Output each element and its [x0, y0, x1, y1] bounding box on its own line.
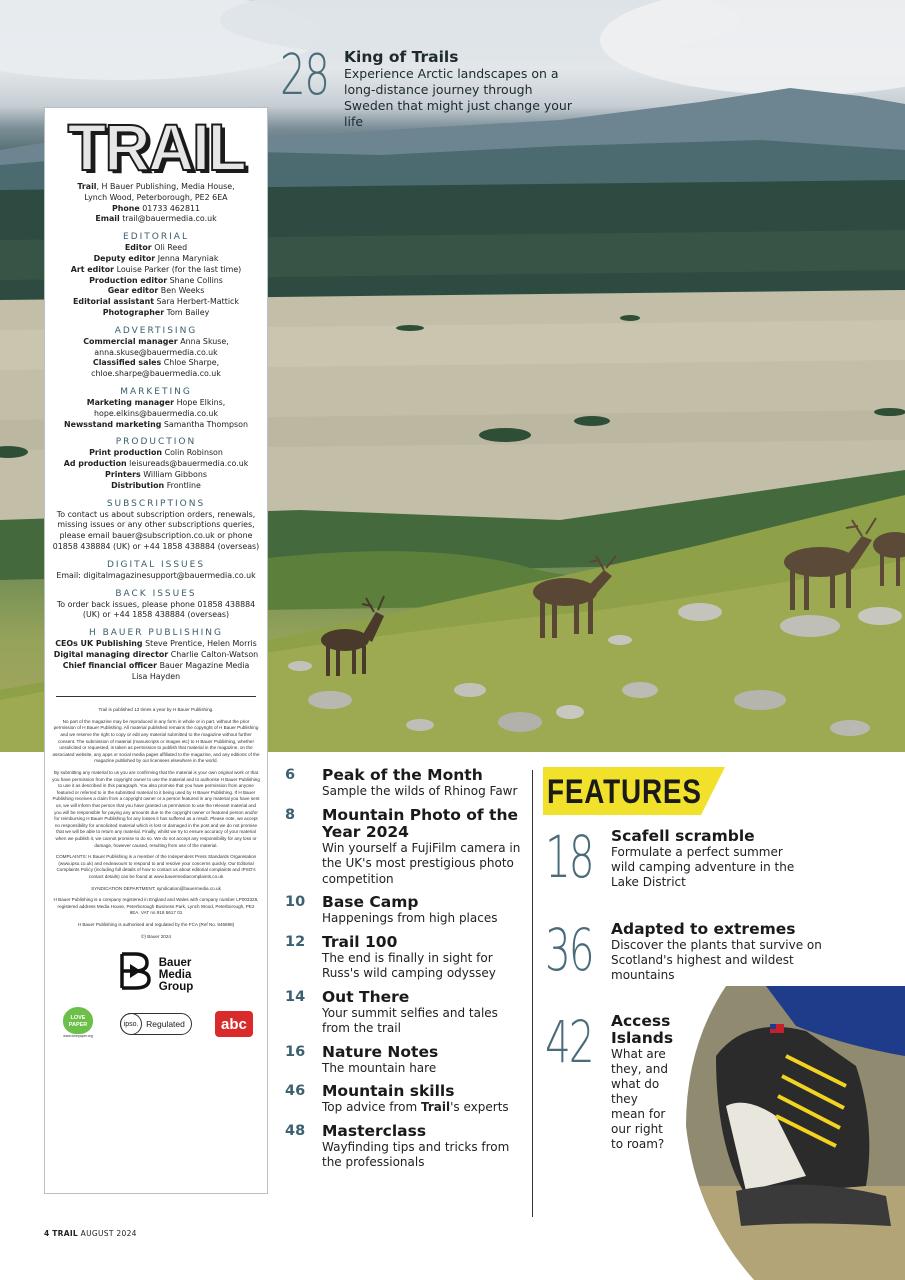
masthead-credit-line: Marketing manager Hope Elkins,	[86, 397, 226, 407]
masthead-divider	[56, 696, 256, 697]
masthead-heading-back-issues: BACK ISSUES	[115, 588, 197, 599]
contents-item[interactable]	[285, 807, 525, 888]
hero-page-number: 28	[280, 43, 329, 108]
masthead-credit-line: Newsstand marketing Samantha Thompson	[64, 419, 248, 429]
trail-logo-text: TRAIL	[67, 110, 245, 184]
masthead-credit-line: Deputy editor Jenna Maryniak	[93, 253, 219, 263]
contents-item[interactable]	[285, 989, 525, 1037]
masthead-credit-line: Distribution Frontline	[111, 480, 201, 490]
contents-item[interactable]	[285, 1083, 525, 1116]
badge-row	[49, 997, 263, 1041]
masthead-credit-line: To order back issues, please phone 01858 438884	[56, 599, 256, 609]
contents-page-number: 46	[285, 1083, 306, 1099]
contents-description: Wayfinding tips and tricks from the professionals	[322, 1139, 510, 1169]
masthead-credit-line: Lisa Hayden	[131, 671, 181, 681]
masthead-heading-marketing: MARKETING	[120, 386, 192, 397]
contents-list	[285, 767, 525, 1178]
masthead-credit-line: Chief financial officer Bauer Magazine Media	[62, 660, 250, 670]
masthead-sections	[49, 232, 263, 682]
legal-paragraph: SYNDICATION DEPARTMENT: syndication@bauermedia.co.uk	[91, 885, 221, 891]
contents-item[interactable]	[285, 1123, 525, 1171]
feature-item-access-islands[interactable]: 42 Access Islands What are they, and what do they mean for our right to roam?	[545, 1008, 674, 1151]
hero-title[interactable]: King of Trails	[344, 48, 459, 66]
contents-item[interactable]	[285, 894, 525, 927]
contents-title: Nature Notes	[322, 1042, 439, 1061]
contents-page-number: 10	[285, 894, 306, 910]
masthead-credit-line: Production editor Shane Collins	[89, 275, 223, 285]
masthead-email-link[interactable]: trail@bauermedia.co.uk	[122, 214, 217, 224]
masthead-credit-line: To contact us about subscription orders, renewals,	[56, 509, 256, 519]
masthead-credit-line: Digital managing director Charlie Calton-Watson	[53, 649, 259, 659]
masthead-address: Trail, H Bauer Publishing, Media House, Lynch Wood, Peterborough, PE2 6EA Phone 01733 462811 Email trail@bauermedia.co.uk	[77, 182, 235, 224]
feature-item-scafell[interactable]: 18 Scafell scramble Formulate a perfect summer wild camping adventure in the Lake District	[545, 823, 795, 891]
masthead-heading-digital-issues: DIGITAL ISSUES	[106, 559, 206, 570]
features-banner	[543, 767, 725, 815]
contents-description: Sample the wilds of Rhinog Fawr	[322, 784, 518, 798]
contents-description: The mountain hare	[322, 1060, 437, 1075]
footer-page-number: 4	[44, 1229, 50, 1238]
contents-page-number: 6	[285, 767, 296, 783]
contents-title: Mountain skills	[322, 1082, 455, 1100]
legal-paragraph: Trail is published 13 times a year by H Bauer Publishing.	[98, 707, 214, 713]
feature-item-adapted[interactable]: 36 Adapted to extremes Discover the plants that survive on Scotland's highest and wildest mountains	[545, 916, 822, 984]
contents-page-number: 8	[285, 806, 296, 823]
legal-text	[49, 707, 263, 940]
masthead-heading-editorial: EDITORIAL	[123, 232, 189, 243]
bauer-b-icon	[119, 952, 151, 997]
bauer-media-group-logo: Bauer Media Group	[49, 952, 263, 997]
legal-paragraph: No part of the magazine may be reproduced in any form in whole or in part, without the prior permission of H Bauer Publishing. All material published remains the copyright of H Bauer Publishing and we reserve the right to copy or edit any material submitted to the magazine without further consent. The submission of material (manuscripts or images etc) to H Bauer Publishing, whether unsolicited or requested, is taken as permission to publish that material in the magazine, on the associated website, any apps or social media pages affiliated to the magazine, and any editions of the magazine published by our licensees elsewhere in the world.	[52, 718, 260, 764]
masthead-credit-line: CEOs UK Publishing Steve Prentice, Helen Morris	[55, 639, 257, 649]
masthead-credit-line: anna.skuse@bauermedia.co.uk	[94, 347, 218, 357]
contents-title: Base Camp	[322, 893, 419, 911]
masthead-heading-h-bauer-publishing: H BAUER PUBLISHING	[88, 628, 224, 639]
love-paper-badge: LOVE PAPER www.lovepaper.org	[59, 1007, 97, 1041]
features-heading: FEATURES	[547, 773, 702, 811]
masthead-credit-line: Photographer Tom Bailey	[102, 307, 210, 317]
hero-caption	[280, 43, 584, 130]
masthead-heading-subscriptions: SUBSCRIPTIONS	[106, 498, 206, 509]
contents-description: Happenings from high places	[322, 911, 498, 925]
page-footer	[44, 1229, 137, 1238]
masthead-heading-advertising: ADVERTISING	[114, 325, 198, 336]
contents-title: Mountain Photo of the Year 2024	[322, 805, 518, 841]
contents-description: Win yourself a FujiFilm camera in the UK's most prestigious photo competition	[322, 840, 521, 886]
contents-page-number: 16	[285, 1043, 306, 1060]
footer-magazine: TRAIL	[52, 1229, 78, 1238]
hiking-boot-photo	[686, 986, 905, 1280]
trail-logo	[49, 110, 263, 184]
ipso-regulated-badge: ipso. Regulated	[120, 1013, 192, 1035]
masthead-credit-line: Gear editor Ben Weeks	[107, 286, 205, 296]
legal-paragraph: ©) Bauer 2024	[141, 933, 171, 939]
masthead-credit-line: 01858 438884 (UK) or +44 1858 438884 (overseas)	[52, 541, 260, 551]
contents-description: Your summit selfies and tales from the trail	[322, 1005, 498, 1035]
contents-item[interactable]	[285, 934, 525, 982]
masthead-credit-line: Art editor Louise Parker (for the last time)	[70, 264, 242, 274]
contents-item[interactable]	[285, 767, 525, 800]
contents-page-number: 48	[285, 1122, 306, 1139]
contents-page-number: 14	[285, 988, 306, 1005]
masthead-panel	[44, 107, 268, 1194]
contents-title: Trail 100	[322, 932, 398, 951]
masthead-credit-line: hope.elkins@bauermedia.co.uk	[93, 408, 218, 418]
contents-title: Peak of the Month	[322, 766, 483, 784]
contents-title: Out There	[322, 987, 410, 1006]
contents-title: Masterclass	[322, 1121, 427, 1140]
masthead-credit-line: Editor Oli Reed	[124, 243, 188, 253]
contents-description: Top advice from Trail's experts	[322, 1100, 509, 1114]
contents-page-number: 12	[285, 933, 306, 950]
masthead-credit-line: please email bauer@subscription.co.uk or phone	[59, 531, 253, 541]
masthead-heading-production: PRODUCTION	[115, 437, 197, 448]
contents-item[interactable]	[285, 1044, 525, 1077]
masthead-credit-line: Print production Colin Robinson	[89, 448, 223, 458]
legal-paragraph: COMPLAINTS: H Bauer Publishing is a member of the Independent Press Standards Organisation (www.ipso.co.uk) and endeavours to respond to and resolve your concerns quickly. Our Editorial Complaints Policy (including full details of how to contact us about editorial complaints and IPSO's contact details) can be found at www.bauermediacomplaints.co.uk	[55, 854, 257, 879]
masthead-credit-line: Ad production leisureads@bauermedia.co.uk	[63, 459, 249, 469]
legal-paragraph: By submitting any material to us you are confirming that the material is your own original work or that you have permission from the copyright owner to use the material and to authorise H Bauer Publishing to use it as described in this paragraph. You also promise that you have permission from anyone featured or referred to in the submitted material to it being used by H Bauer Publishing. If H Bauer Publishing receives a claim from a copyright owner or a person featured in any material you have sent us, we will inform that person that you have granted us permission to use the relevant material and you will be responsible for paying any amounts due to the copyright owner or featured person and/or for reimbursing H Bauer Publishing for any losses it has suffered as a result. Please note, we accept no responsibility for unsolicited material which is lost or damaged in the post and we do not promise that we will be able to return any material. Finally, whilst we try to ensure accuracy of your material when we publish it, we cannot promise to do so. We do not accept any responsibility for any loss or damage, however caused, resulting from use of the material.	[52, 770, 260, 848]
contents-description: The end is finally in sight for Russ's wild camping odyssey	[322, 950, 496, 980]
hero-description: Experience Arctic landscapes on a long-distance journey through Sweden that might just change your life	[344, 66, 572, 129]
masthead-credit-line: Editorial assistant Sara Herbert-Mattick	[73, 297, 239, 307]
heart-icon: LOVE PAPER	[63, 1007, 93, 1034]
masthead-credit-line: missing issues or any other subscriptions queries,	[57, 520, 255, 530]
masthead-credit-line: Printers William Gibbons	[105, 469, 207, 479]
legal-paragraph: H Bauer Publishing is a company registered in England and Wales with company number LP003328, registered address Media House, Peterborough Business Park, Lynch Wood, Peterborough, PE2 6EA. VAT no 918 5617 01	[53, 897, 259, 916]
masthead-credit-line: Email: digitalmagazinesupport@bauermedia.co.uk	[56, 570, 256, 580]
legal-paragraph: H Bauer Publishing is authorised and regulated by the FCA (Ref No. 845898)	[77, 921, 235, 927]
masthead-credit-line: chloe.sharpe@bauermedia.co.uk	[91, 369, 221, 379]
footer-issue: AUGUST 2024	[80, 1229, 137, 1238]
column-divider	[532, 770, 533, 1217]
abc-badge: abc	[215, 1011, 253, 1037]
masthead-credit-line: Classified sales Chloe Sharpe,	[92, 358, 220, 368]
masthead-credit-line: (UK) or +44 1858 438884 (overseas)	[82, 610, 230, 620]
masthead-credit-line: Commercial manager Anna Skuse,	[83, 336, 229, 346]
